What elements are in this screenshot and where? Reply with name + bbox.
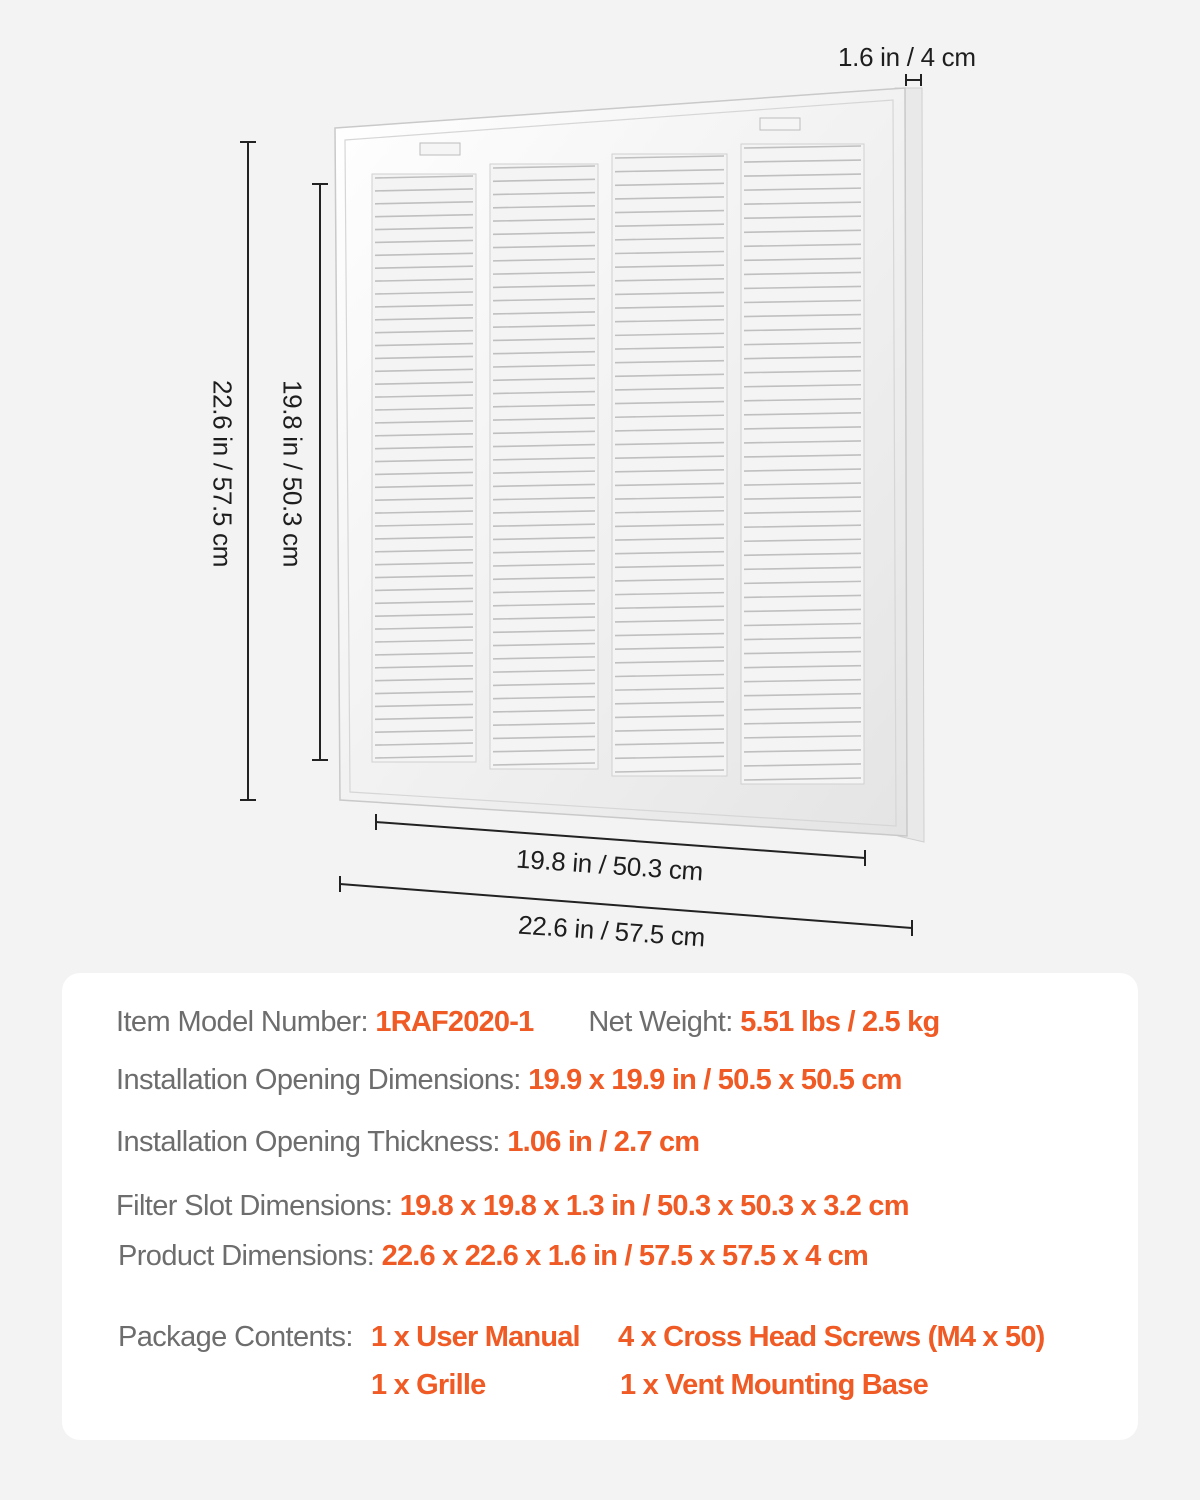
model-label: Item Model Number: (116, 1006, 368, 1038)
clip-icon (420, 143, 460, 155)
opening-thickness-row (116, 1126, 699, 1159)
package-item: 4 x Cross Head Screws (M4 x 50) (618, 1321, 1045, 1353)
package-item: 1 x Vent Mounting Base (620, 1369, 928, 1401)
filter-slot-value: 19.8 x 19.8 x 1.3 in / 50.3 x 50.3 x 3.2 cm (399, 1190, 909, 1222)
package-item: 1 x Grille (371, 1369, 486, 1401)
opening-dimensions-row (116, 1064, 902, 1097)
louver-panel (612, 154, 727, 776)
outer-width-label: 22.6 in / 57.5 cm (517, 909, 706, 953)
inner-width-label: 19.8 in / 50.3 cm (515, 843, 704, 887)
product-dimensions-value: 22.6 x 22.6 x 1.6 in / 57.5 x 57.5 x 4 cm (381, 1240, 868, 1272)
package-contents-row (118, 1321, 353, 1354)
opening-dimensions-value: 19.9 x 19.9 in / 50.5 x 50.5 cm (528, 1064, 902, 1096)
weight-label: Net Weight: (588, 1006, 733, 1038)
specs-card (62, 973, 1138, 1440)
inner-height-label: 19.8 in / 50.3 cm (277, 379, 308, 568)
depth-dimension-label: 1.6 in / 4 cm (838, 42, 976, 72)
louver-panel (490, 164, 598, 769)
opening-thickness-value: 1.06 in / 2.7 cm (507, 1126, 700, 1158)
louver-panel (372, 174, 476, 762)
clip-icon (760, 118, 800, 130)
filter-slot-row (116, 1190, 909, 1223)
opening-thickness-label: Installation Opening Thickness: (116, 1126, 500, 1158)
filter-slot-label: Filter Slot Dimensions: (116, 1190, 393, 1222)
package-item: 1 x User Manual (371, 1321, 580, 1353)
outer-height-label: 22.6 in / 57.5 cm (207, 379, 238, 568)
louver-panel (741, 144, 864, 784)
package-contents-label: Package Contents: (118, 1321, 353, 1353)
weight-value: 5.51 lbs / 2.5 kg (740, 1006, 940, 1038)
model-weight-row (116, 1006, 939, 1039)
product-dimensions-label: Product Dimensions: (118, 1240, 375, 1272)
product-dimensions-row (118, 1240, 868, 1273)
opening-dimensions-label: Installation Opening Dimensions: (116, 1064, 521, 1096)
louver-panels (372, 144, 864, 784)
model-value: 1RAF2020-1 (375, 1006, 534, 1038)
